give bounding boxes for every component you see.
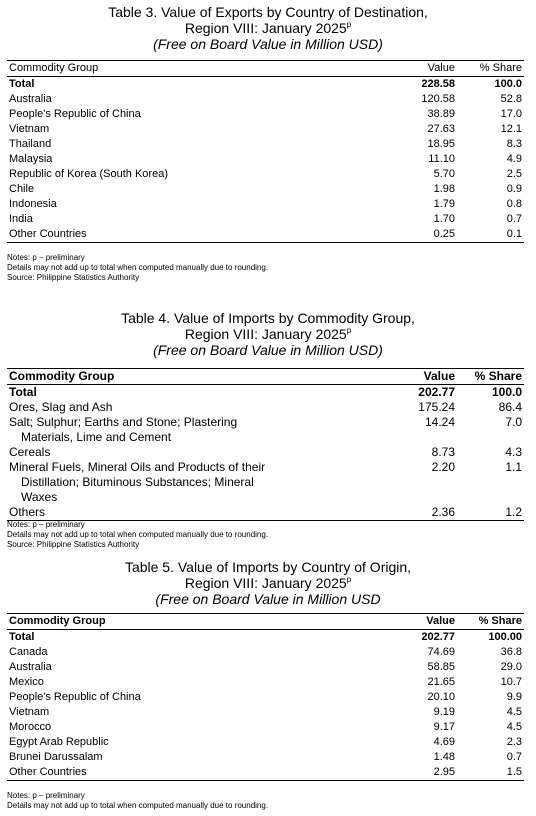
table-3 [7,60,524,243]
table-5-title: Table 5. Value of Imports by Country of Origin, Region VIII: January 2025$^p$ (Free on Board Value in Million USD [124,559,412,607]
table-row: Cereals 8.73 4.3 [9,445,522,459]
table-4-section [0,310,536,358]
table-header-row: Commodity Group Value % Share [9,369,522,383]
table-row: Egypt Arab Republic 4.69 2.3 [9,736,522,748]
table-row: Morocco 9.17 4.5 [9,721,522,733]
table-row: Total 202.77 100.0 [9,385,522,399]
table-row: Republic of Korea (South Korea) 5.70 2.5 [9,168,522,180]
table-3-section [0,4,536,52]
table-row: Malaysia 11.10 4.9 [9,153,522,165]
table-row: Salt; Sulphur; Earths and Stone; Plastering Materials, Lime and Cement 14.24 7.0 [9,415,522,444]
table-row: Other Countries 2.95 1.5 [7,765,524,781]
table-header-row: Commodity Group Value % Share [7,614,524,630]
table-row: Indonesia 1.79 0.8 [9,198,522,210]
table-row: Mexico 21.65 10.7 [9,676,522,688]
table-row: Brunei Darussalam 1.48 0.7 [9,751,522,763]
table-5-section [0,559,536,607]
table-3-title: Table 3. Value of Exports by Country of Destination, Region VIII: January 2025$^p$ (Free on Board Value in Million USD) [108,4,428,52]
table-row: Total 228.58 100.0 [9,78,522,90]
table-4-notes: Notes: p – preliminary Details may not add up to total when computed manually due to rounding. Source: Philippine Statistics Authority [7,520,269,549]
table-row: Canada 74.69 36.8 [9,646,522,658]
table-row: Total 202.77 100.00 [9,631,522,643]
table-header-row: Commodity Group Value % Share [7,61,524,77]
table-row: Australia 120.58 52.8 [9,93,522,105]
table-row: Others 2.36 1.2 [9,505,522,519]
table-4-title: Table 4. Value of Imports by Commodity Group, Region VIII: January 2025$^p$ (Free on Board Value in Million USD) [121,310,415,358]
table-5 [7,613,524,781]
table-3-notes: Notes: p – preliminary Details may not add up to total when computed manually due to rounding. Source: Philippine Statistics Authority [7,253,269,282]
table-row: Thailand 18.95 8.3 [9,138,522,150]
table-row: Mineral Fuels, Mineral Oils and Products of their Distillation; Bituminous Substances; Mineral Waxes 2.20 1.1 [9,460,522,504]
table-row: Vietnam 27.63 12.1 [9,123,522,135]
table-row: Other Countries 0.25 0.1 [7,227,524,243]
table-4 [7,368,524,521]
table-row: People's Republic of China 20.10 9.9 [9,691,522,703]
table-row: India 1.70 0.7 [9,213,522,225]
table-row: Australia 58.85 29.0 [9,661,522,673]
table-row: Vietnam 9.19 4.5 [9,706,522,718]
table-5-notes: Notes: p – preliminary Details may not add up to total when computed manually due to rounding. [7,791,269,810]
table-row: People's Republic of China 38.89 17.0 [9,108,522,120]
table-row: Chile 1.98 0.9 [9,183,522,195]
table-row: Ores, Slag and Ash 175.24 86.4 [9,400,522,414]
